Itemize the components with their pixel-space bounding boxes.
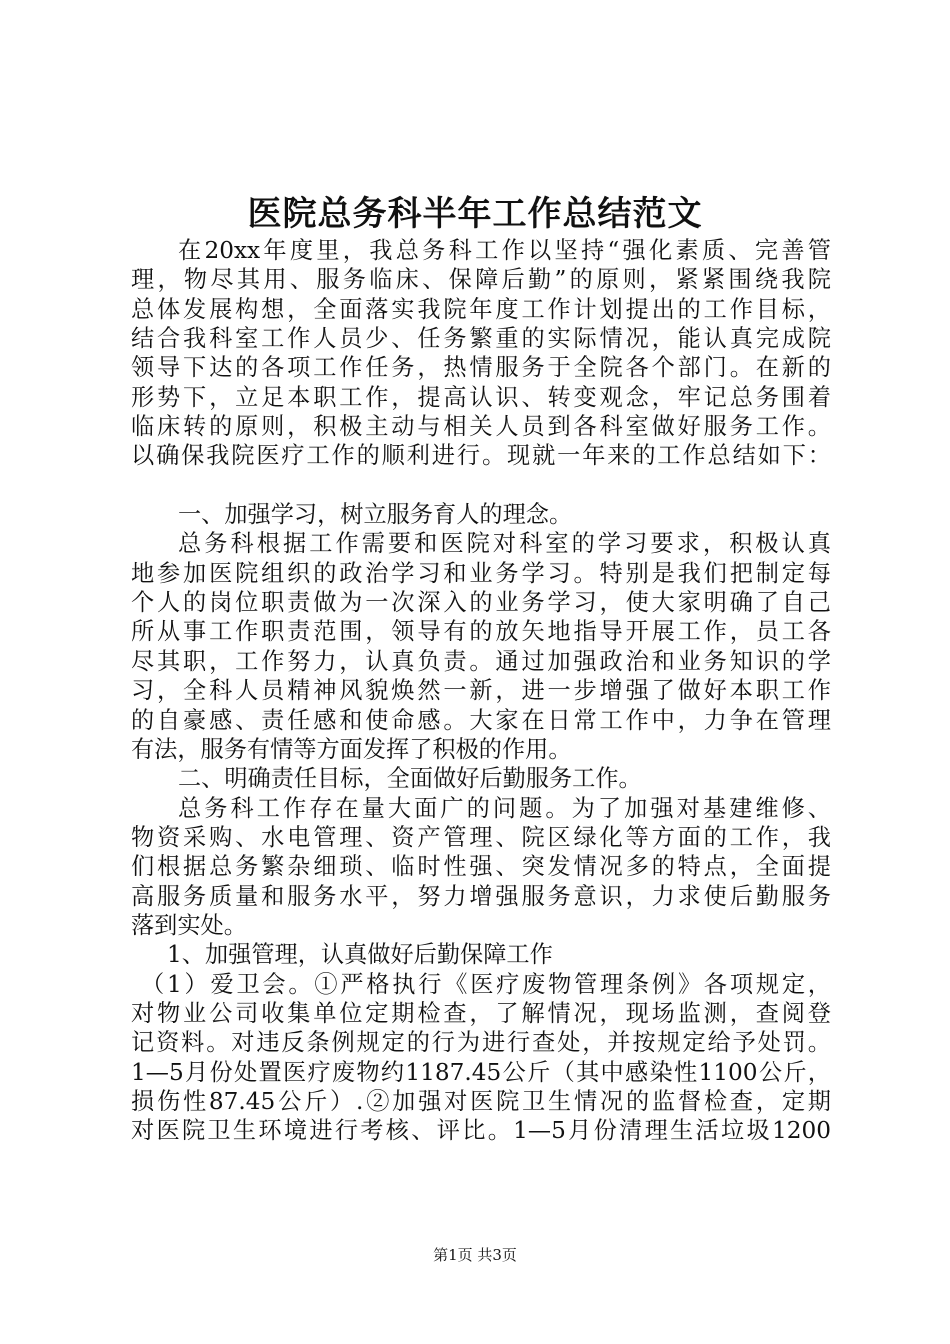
- text-line: 地参加医院组织的政治学习和业务学习。特别是我们把制定每: [131, 559, 831, 587]
- text-line: 高服务质量和服务水平，努力增强服务意识，力求使后勤服务: [131, 882, 831, 910]
- text-line: 记资料。对违反条例规定的行为进行查处，并按规定给予处罚。: [131, 1029, 831, 1057]
- text-line: 1—5月份处置医疗废物约1187.45公斤（其中感染性1100公斤，: [131, 1058, 831, 1086]
- text-line: 临床转的原则，积极主动与相关人员到各科室做好服务工作。: [131, 413, 831, 441]
- text-line: 形势下，立足本职工作，提高认识、转变观念，牢记总务围着: [131, 383, 831, 411]
- text-line: 对物业公司收集单位定期检查，了解情况，现场监测，查阅登: [131, 999, 831, 1027]
- text-line: 总务科根据工作需要和医院对科室的学习要求，积极认真: [178, 530, 831, 558]
- text-line: 的自豪感、责任感和使命感。大家在日常工作中，力争在管理: [131, 706, 831, 734]
- text-line: 习，全科人员精神风貌焕然一新，进一步增强了做好本职工作: [131, 677, 831, 705]
- text-line: 在20xx年度里，我总务科工作以坚持“强化素质、完善管: [178, 237, 831, 264]
- text-line: 们根据总务繁杂细琐、临时性强、突发情况多的特点，全面提: [131, 853, 831, 881]
- text-line: （1）爱卫会。①严格执行《医疗废物管理条例》各项规定，: [141, 970, 831, 998]
- text-line: 总务科工作存在量大面广的问题。为了加强对基建维修、: [178, 794, 831, 822]
- text-line: 一、加强学习，树立服务育人的理念。: [178, 501, 573, 529]
- text-line: 领导下达的各项工作任务，热情服务于全院各个部门。在新的: [131, 354, 831, 382]
- text-line: 以确保我院医疗工作的顺利进行。现就一年来的工作总结如下：: [131, 442, 831, 470]
- text-line: 个人的岗位职责做为一次深入的业务学习，使大家明确了自己: [131, 589, 831, 617]
- text-line: 尽其职，工作努力，认真负责。通过加强政治和业务知识的学: [131, 647, 831, 675]
- text-line: 理，物尽其用、服务临床、保障后勤”的原则，紧紧围绕我院: [131, 266, 831, 294]
- text-line: 二、明确责任目标，全面做好后勤服务工作。: [178, 765, 642, 793]
- document-body: [131, 236, 831, 1146]
- text-line: 损伤性87.45公斤）.②加强对医院卫生情况的监督检查，定期: [131, 1087, 831, 1115]
- text-line: 1、加强管理，认真做好后勤保障工作: [167, 941, 553, 969]
- text-line: 落到实处。: [131, 911, 247, 939]
- text-line: 所从事工作职责范围，领导有的放矢地指导开展工作，员工各: [131, 618, 831, 646]
- document-title: 医院总务科半年工作总结范文: [247, 194, 703, 234]
- text-line: 物资采购、水电管理、资产管理、院区绿化等方面的工作，我: [131, 823, 831, 851]
- page-number: 第1页 共3页: [433, 1246, 517, 1264]
- blank-line: [131, 471, 831, 500]
- text-line: 对医院卫生环境进行考核、评比。1—5月份清理生活垃圾1200: [131, 1117, 831, 1145]
- text-line: 总体发展构想，全面落实我院年度工作计划提出的工作目标，: [131, 295, 831, 323]
- text-line: 有法，服务有情等方面发挥了积极的作用。: [131, 735, 572, 763]
- text-line: 结合我科室工作人员少、任务繁重的实际情况，能认真完成院: [131, 325, 831, 353]
